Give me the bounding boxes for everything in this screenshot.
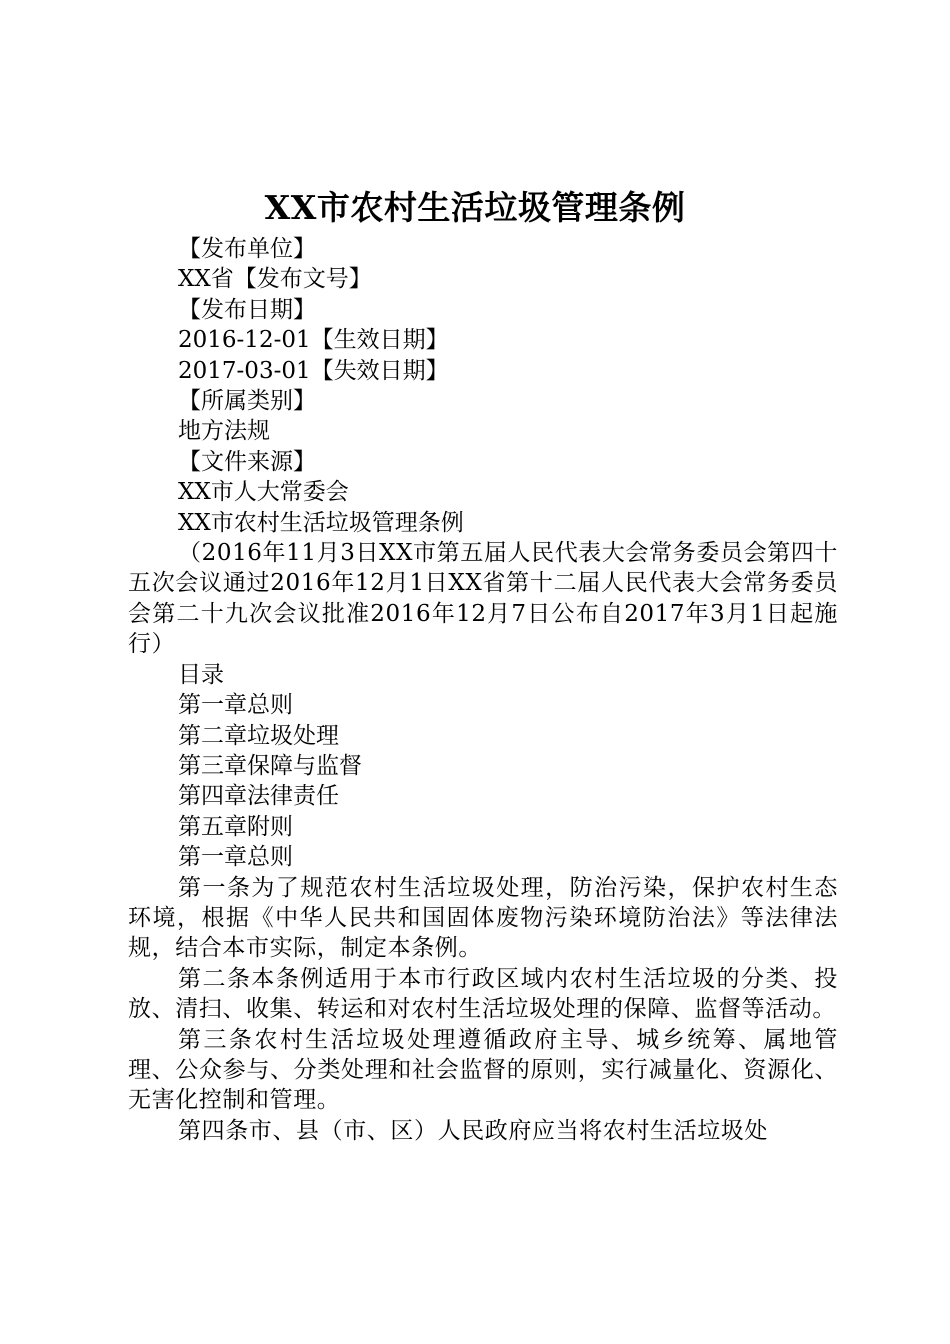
meta-subtitle: XX市农村生活垃圾管理条例 — [178, 509, 464, 536]
toc-heading: 目录 — [178, 661, 224, 688]
article-paragraph: 第四条市、县（市、区）人民政府应当将农村生活垃圾处 — [178, 1117, 768, 1144]
meta-publish-date-label: 【发布日期】 — [178, 296, 316, 323]
article-paragraph: 第二条本条例适用于本市行政区域内农村生活垃圾的分类、投放、清扫、收集、转运和对农村生活垃圾处理的保障、监督等活动。 — [128, 965, 838, 1023]
meta-source-value: XX市人大常委会 — [178, 479, 349, 506]
article-paragraph: 第三条农村生活垃圾处理遵循政府主导、城乡统筹、属地管理、公众参与、分类处理和社会监督的原则，实行减量化、资源化、无害化控制和管理。 — [128, 1026, 838, 1114]
toc-item: 第一章总则 — [178, 692, 293, 719]
article-paragraph: 第一条为了规范农村生活垃圾处理，防治污染，保护农村生态环境，根据《中华人民共和国固体废物污染环境防治法》等法律法规，结合本市实际，制定本条例。 — [128, 874, 838, 962]
meta-category-value: 地方法规 — [178, 418, 270, 445]
meta-source-label: 【文件来源】 — [178, 448, 316, 475]
toc-item: 第三章保障与监督 — [178, 752, 362, 779]
adoption-note: （2016年11月3日XX市第五届人民代表大会常务委员会第四十五次会议通过2016年12月1日XX省第十二届人民代表大会常务委员会第二十九次会议批准2016年12月7日公布自2017年3月1日起施行） — [128, 540, 838, 658]
meta-category-label: 【所属类别】 — [178, 388, 316, 415]
toc-item: 第四章法律责任 — [178, 783, 339, 810]
toc-item: 第五章附则 — [178, 813, 293, 840]
toc-item: 第二章垃圾处理 — [178, 722, 339, 749]
chapter-heading: 第一章总则 — [178, 844, 293, 871]
meta-expiry-date: 2017-03-01【失效日期】 — [178, 357, 449, 384]
document-title: XX市农村生活垃圾管理条例 — [264, 188, 686, 227]
meta-publisher-label: 【发布单位】 — [178, 236, 316, 262]
document-body — [128, 234, 838, 1146]
meta-doc-number: XX省【发布文号】 — [178, 266, 372, 293]
meta-effective-date: 2016-12-01【生效日期】 — [178, 327, 449, 354]
